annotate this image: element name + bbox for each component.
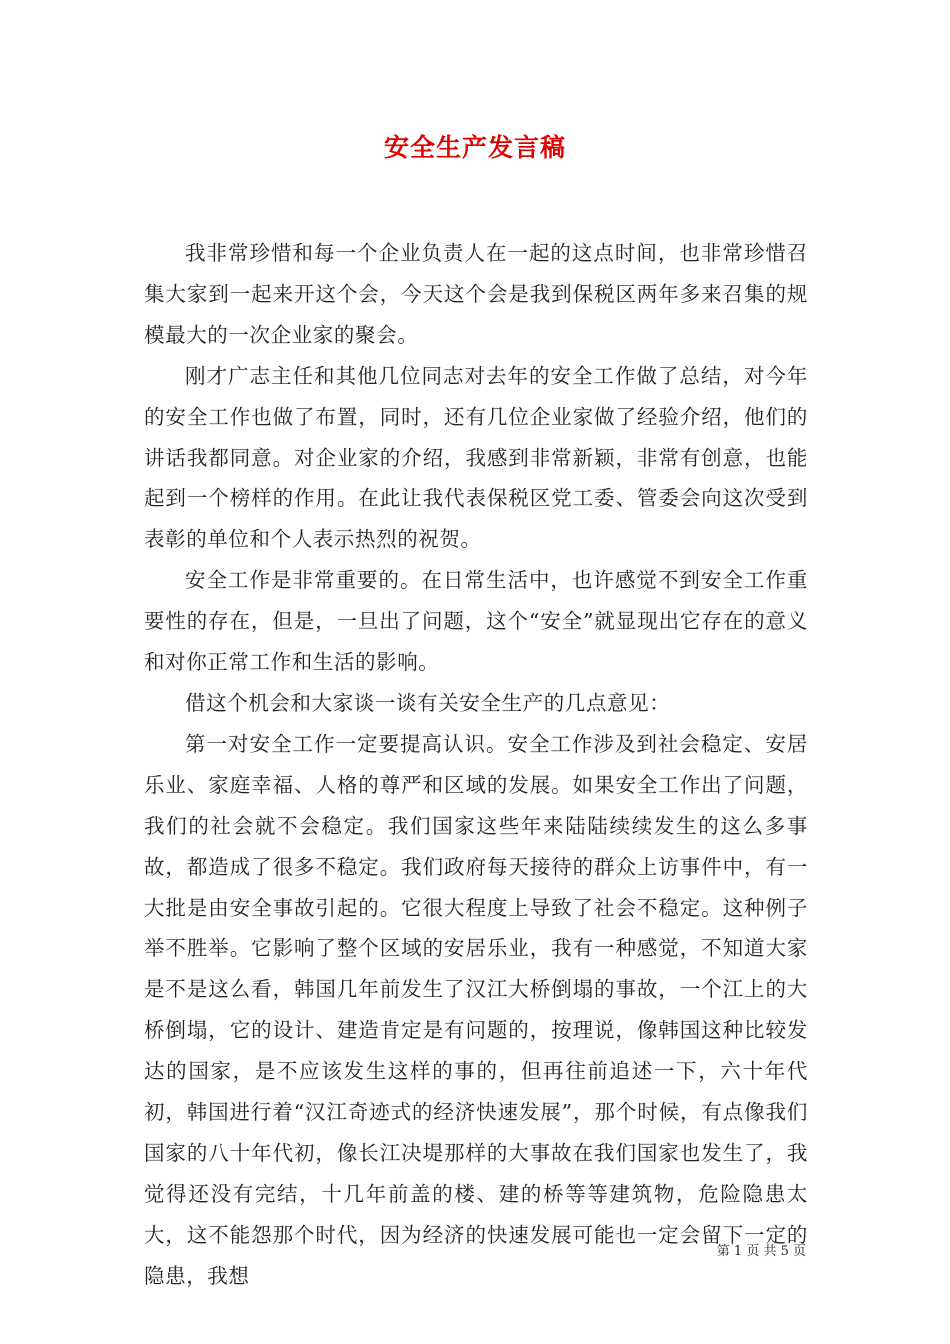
paragraph-2: 刚才广志主任和其他几位同志对去年的安全工作做了总结，对今年的安全工作也做了布置，同时，还有几位企业家做了经验介绍，他们的讲话我都同意。对企业家的介绍，我感到非常新颖，非常有创意，也能起到一个榜样的作用。在此让我代表保税区党工委、管委会向这次受到表彰的单位和个人表示热烈的祝贺。: [144, 363, 808, 552]
paragraph-5: 第一对安全工作一定要提高认识。安全工作涉及到社会稳定、安居乐业、家庭幸福、人格的尊严和区域的发展。如果安全工作出了问题，我们的社会就不会稳定。我们国家这些年来陆陆续续发生的这么多事故，都造成了很多不稳定。我们政府每天接待的群众上访事件中，有一大批是由安全事故引起的。它很大程度上导致了社会不稳定。这种例子举不胜举。它影响了整个区域的安居乐业，我有一种感觉，不知道大家是不是这么看，韩国几年前发生了汉江大桥倒塌的事故，一个江上的大桥倒塌，它的设计、建造肯定是有问题的，按理说，像韩国这种比较发达的国家，是不应该发生这样的事的，但再往前追述一下，六十年代初，韩国进行着“汉江奇迹式的经济快速发展”，那个时候，有点像我们国家的八十年代初，像长江决堤那样的大事故在我们国家也发生了，我觉得还没有完结，十几年前盖的楼、建的桥等等建筑物，危险隐患太大，这不能怨那个时代，因为经济的快速发展可能也一定会留下一定的隐患，我想: [144, 731, 808, 1288]
document-body: [144, 233, 808, 1297]
paragraph-4: 借这个机会和大家谈一谈有关安全生产的几点意见：: [185, 690, 671, 715]
paragraph-3: 安全工作是非常重要的。在日常生活中，也许感觉不到安全工作重要性的存在，但是，一旦出了问题，这个“安全”就显现出它存在的意义和对你正常工作和生活的影响。: [144, 568, 808, 675]
document-title: 安全生产发言稿: [383, 133, 566, 162]
paragraph-1: 我非常珍惜和每一个企业负责人在一起的这点时间，也非常珍惜召集大家到一起来开这个会，今天这个会是我到保税区两年多来召集的规模最大的一次企业家的聚会。: [144, 241, 808, 347]
page-number-footer: 第 1 页 共 5 页: [716, 1244, 806, 1259]
